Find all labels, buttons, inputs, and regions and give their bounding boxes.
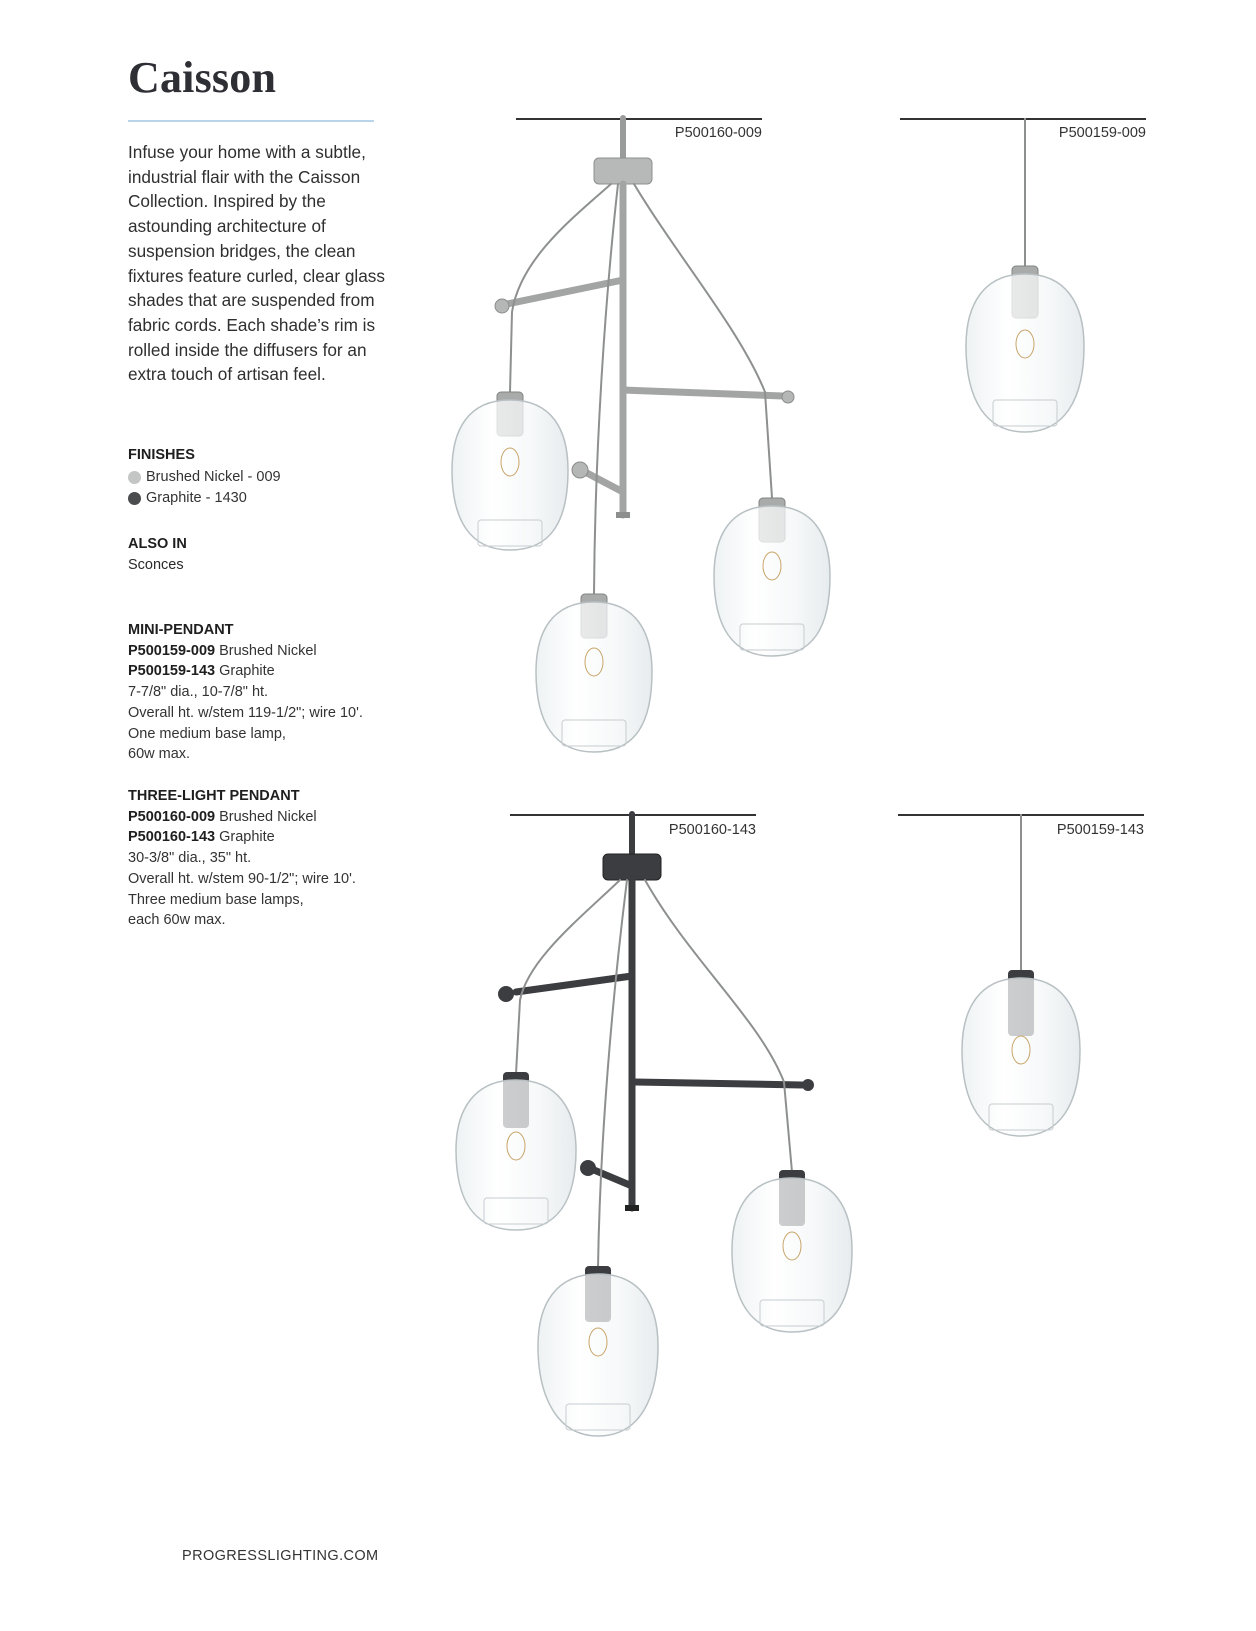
finishes-heading: FINISHES xyxy=(128,447,195,463)
spec-detail: 7-7/8" dia., 10-7/8" ht. xyxy=(128,684,269,701)
mini-pendant-heading: MINI-PENDANT xyxy=(128,622,234,638)
product-label-p500159-143: P500159-143 xyxy=(1056,822,1144,838)
sku-code: P500159-143 xyxy=(128,663,216,680)
spec-detail: Overall ht. w/stem 90-1/2"; wire 10'. xyxy=(128,870,356,887)
collection-intro: Infuse your home with a subtle, industrial flair with the Caisson Collection. Inspired by the astounding architecture of suspension bridges, the clean fixtures feature curled, clear glass shades that are suspended from fabric cords. Each shade’s rim is rolled inside the diffusers for an extra touch of artisan feel. xyxy=(128,142,385,385)
product-label-p500160-009: P500160-009 xyxy=(674,125,762,141)
product-label-p500160-143: P500160-143 xyxy=(668,822,756,838)
spec-detail: Three medium base lamps, xyxy=(128,891,304,908)
three-light-pendant-nickel-image xyxy=(452,118,830,752)
also-in-heading: ALSO IN xyxy=(128,536,187,552)
sku-code: P500160-143 xyxy=(128,829,216,846)
spec-detail: 60w max. xyxy=(128,746,191,763)
spec-detail: Overall ht. w/stem 119-1/2"; wire 10'. xyxy=(128,704,363,721)
three-light-pendant-graphite-image xyxy=(456,814,852,1436)
page-title: Caisson xyxy=(128,53,277,102)
spec-detail: 30-3/8" dia., 35" ht. xyxy=(128,850,252,867)
spec-detail: One medium base lamp, xyxy=(128,725,286,742)
mini-pendant-nickel-image xyxy=(966,118,1084,432)
sku-code: P500160-009 xyxy=(128,808,216,825)
spec-detail: each 60w max. xyxy=(128,912,226,929)
sku-code: P500159-009 xyxy=(128,642,216,659)
footer-url[interactable]: PROGRESSLIGHTING.COM xyxy=(182,1548,379,1564)
product-label-p500159-009: P500159-009 xyxy=(1058,125,1146,141)
finish-label: Graphite - 1430 xyxy=(146,490,247,506)
sku-finish: Graphite xyxy=(219,663,275,680)
finish-label: Brushed Nickel - 009 xyxy=(146,469,281,485)
sku-finish: Brushed Nickel xyxy=(219,808,317,825)
mini-pendant-graphite-image xyxy=(962,814,1080,1136)
also-in-value: Sconces xyxy=(128,557,184,573)
three-light-heading: THREE-LIGHT PENDANT xyxy=(128,788,300,804)
sku-finish: Brushed Nickel xyxy=(219,642,317,659)
sku-finish: Graphite xyxy=(219,829,275,846)
